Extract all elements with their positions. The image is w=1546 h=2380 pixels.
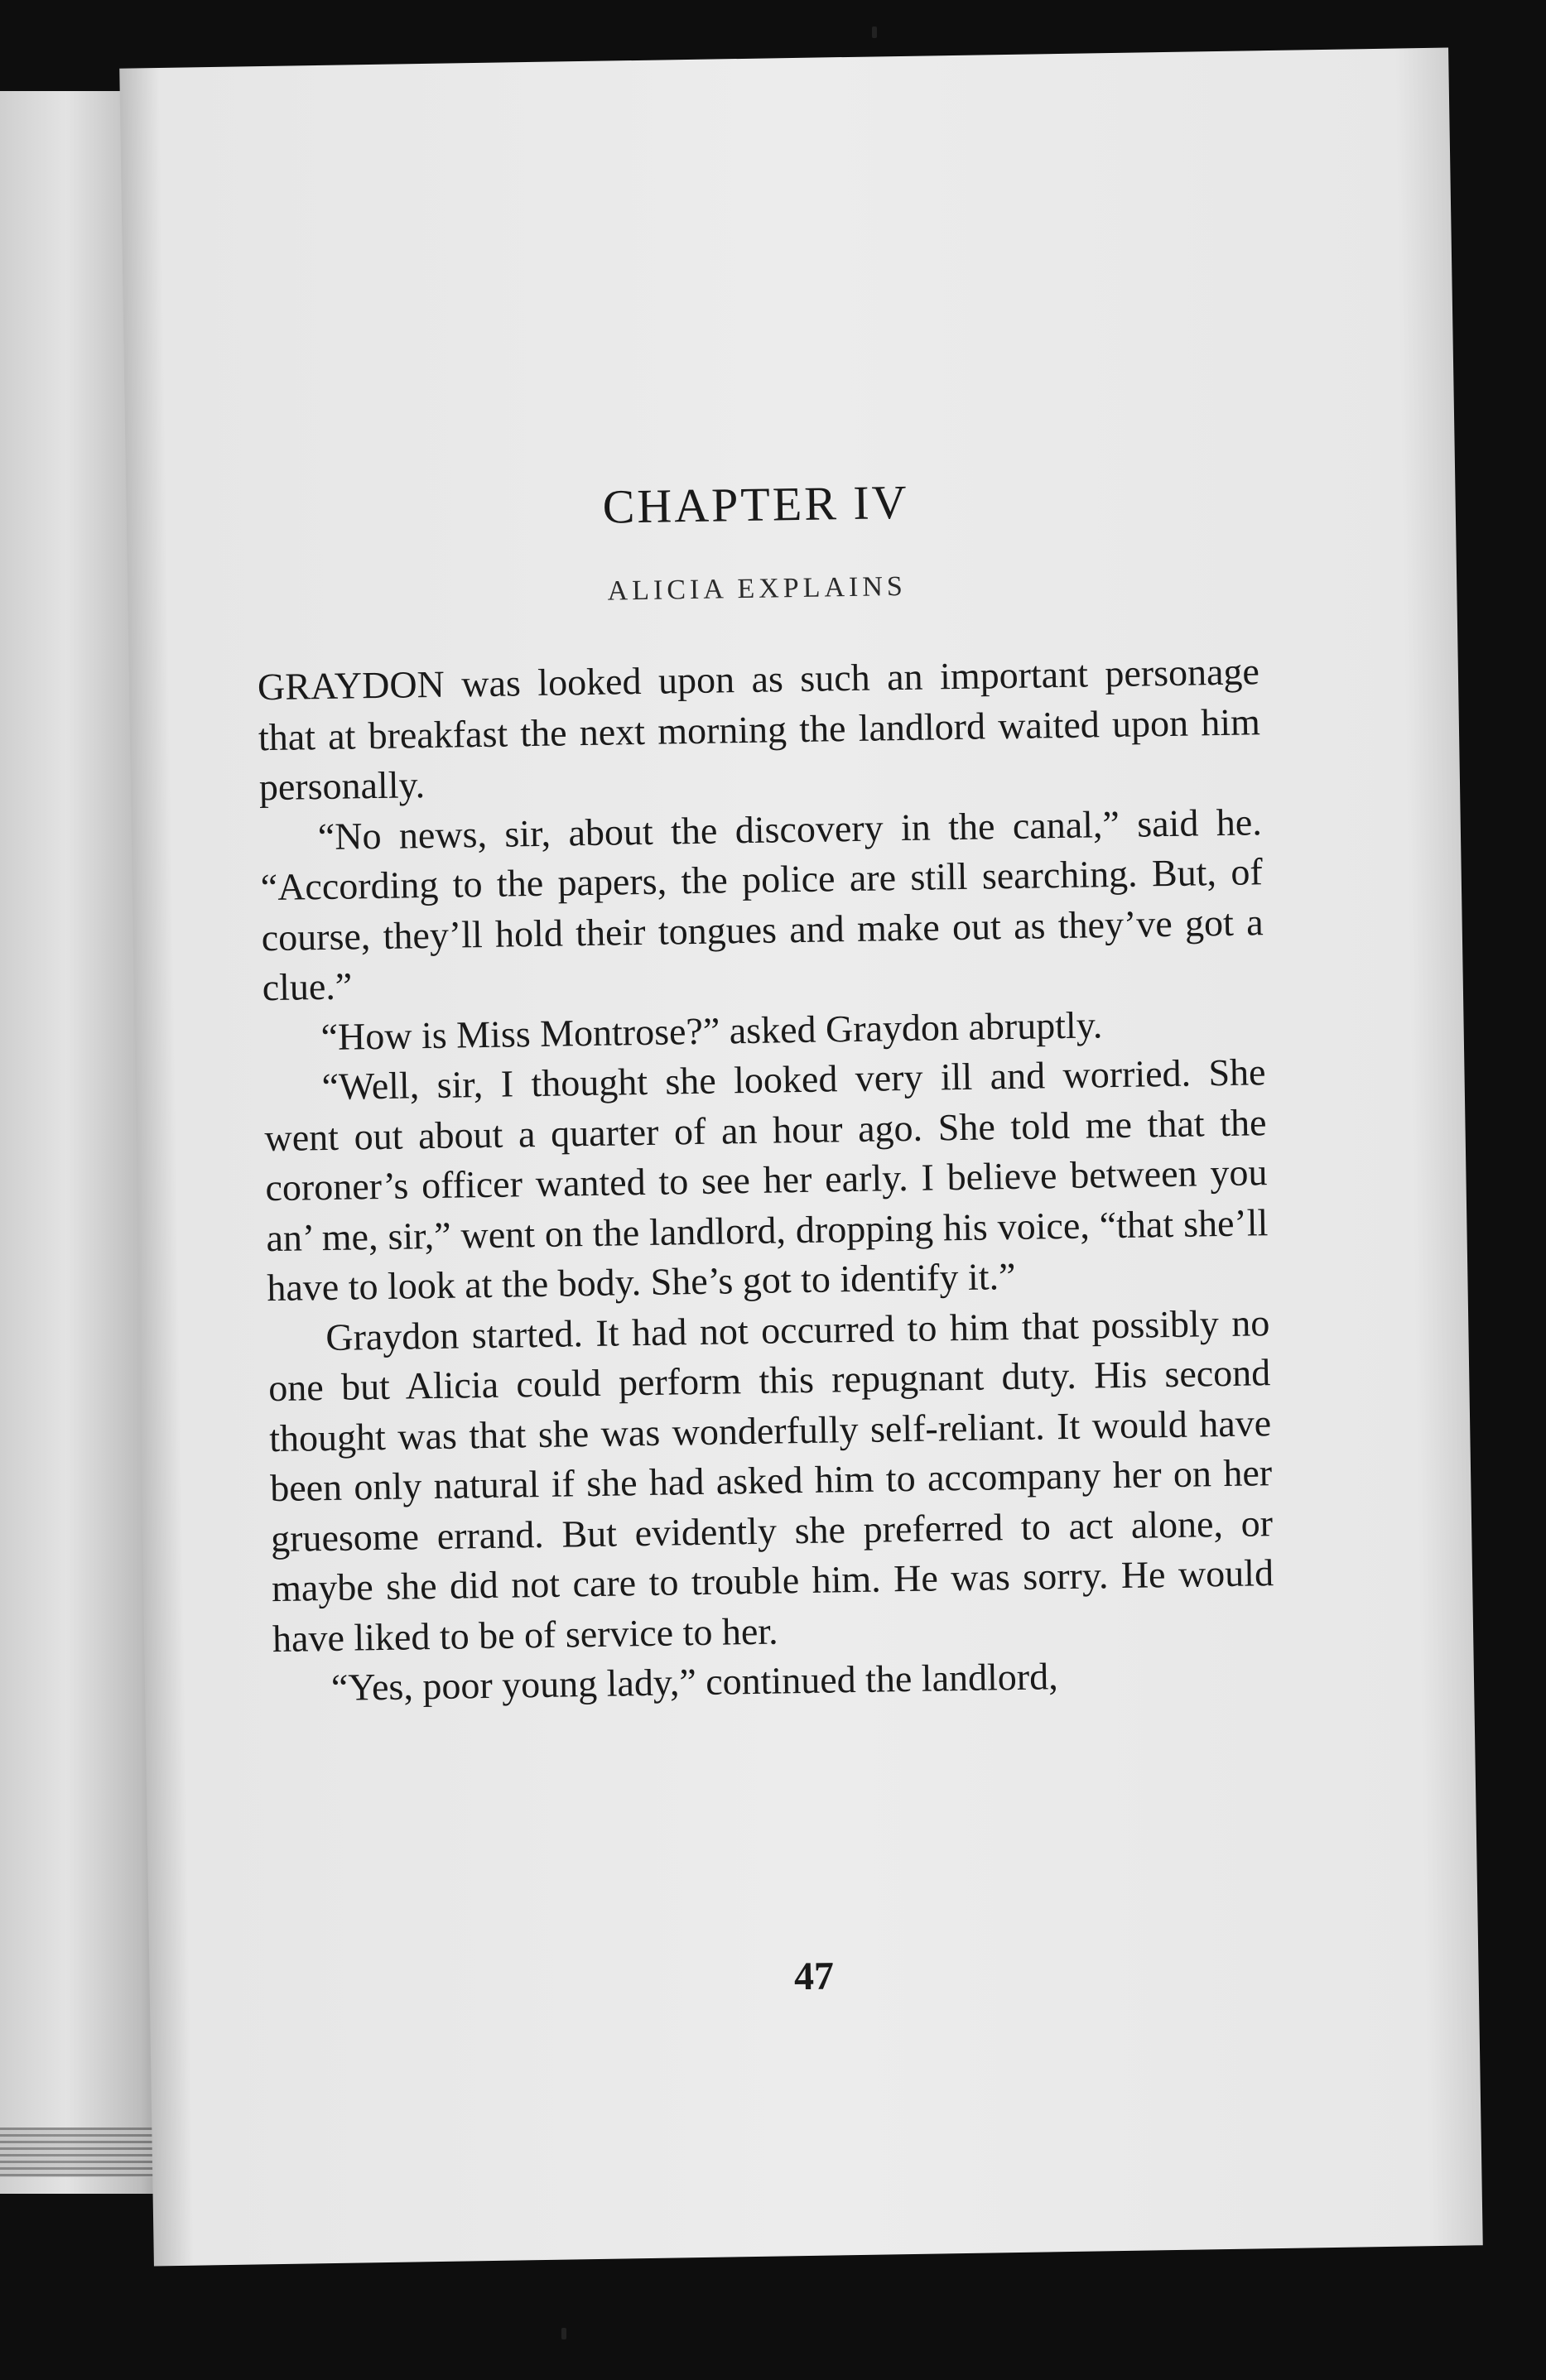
chapter-title: CHAPTER IV	[602, 474, 910, 534]
page-text	[254, 469, 1275, 1714]
dust-speck	[872, 26, 877, 38]
paragraph: “No news, sir, about the discovery in the canal,” said he. “According to the papers, the police are still searching. But, of course, they’ll hold their tongues and make out as they’ve got a clue.”	[260, 800, 1264, 1009]
page-edge-stack	[0, 2128, 166, 2177]
paragraph: Graydon started. It had not occurred to him that possibly no one but Alicia could perform this repugnant duty. His second thought was that she was wonderfully self-reliant. It would have been only natural if she had asked him to accompany her on her gruesome errand. But evidently she preferred to act alone, or maybe she did not care to trouble him. He was sorry. He would have liked to be of service to her.	[267, 1301, 1274, 1660]
dust-speck	[561, 2328, 566, 2339]
paragraph: GRAYDON was looked upon as such an important personage that at breakfast the next morning the landlord waited upon him personally.	[257, 650, 1261, 809]
chapter-subtitle: ALICIA EXPLAINS	[607, 570, 908, 607]
paragraph: “Well, sir, I thought she looked very ill and worried. She went out about a quarter of an hour ago. She told me that the coroner’s officer wanted to see her early. I believe between you an’ me, sir,” went on the landlord, dropping his voice, “that she’ll have to look at the body. She’s got to identify it.”	[264, 1051, 1269, 1310]
paragraph: “Yes, poor young lady,” continued the landlord,	[330, 1655, 1058, 1709]
book-page	[119, 48, 1483, 2267]
page-number: 47	[793, 1954, 835, 1999]
paragraph: “How is Miss Montrose?” asked Graydon abruptly.	[320, 1002, 1103, 1058]
